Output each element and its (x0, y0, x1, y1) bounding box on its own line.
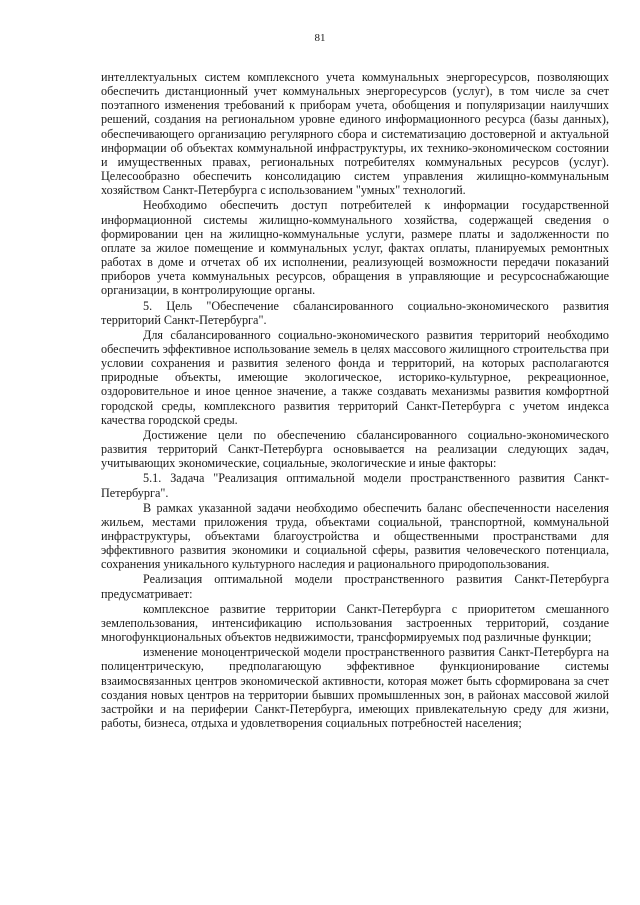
paragraph-goal-tasks-intro: Достижение цели по обеспечению сбалансированного социально-экономического развития территорий Санкт-Петербурга основывается на реализации следующих задач, учитывающих экономические, социальные, экологические и иные факторы: (101, 427, 609, 471)
paragraph-balanced-development: Для сбалансированного социально-экономического развития территорий необходимо обеспечить эффективное использование земель в целях массового жилищного строительства при условии сохранения и развития зеленого фонда и территорий, на которых располагаются природные объекты, имеющие экологическое, историко-культурное, рекреационное, оздоровительное и иное ценное значение, а также создавать механизмы развития комфортной городской среды, комплексного развития территорий Санкт-Петербурга с учетом индекса качества городской среды. (101, 327, 609, 427)
paragraph-model-provides: Реализация оптимальной модели пространственного развития Санкт-Петербурга предусматривает: (101, 572, 609, 601)
document-body (101, 70, 609, 731)
heading-task-5-1: 5.1. Задача "Реализация оптимальной модели пространственного развития Санкт-Петербурга". (101, 471, 609, 500)
heading-goal-5: 5. Цель "Обеспечение сбалансированного социально-экономического развития территорий Санкт-Петербурга". (101, 298, 609, 327)
paragraph-smart-metering: интеллектуальных систем комплексного учета коммунальных энергоресурсов, позволяющих обеспечить дистанционный учет коммунальных энергоресурсов (услуг), в том числе за счет поэтапного изменения требований к приборам учета, обобщения и популяризации наилучших решений, создания на региональном уровне единого информационного ресурса (базы данных), обеспечивающего организацию регулярного сбора и систематизацию достоверной и актуальной информации об объектах коммунальной инфраструктуры, их технико-экономическом состоянии и имущественных правах, региональных потребителях коммунальных ресурсов (услуг). Целесообразно обеспечить консолидацию систем управления жилищно-коммунальным хозяйством Санкт-Петербурга с использованием "умных" технологий. (101, 70, 609, 198)
page-number: 81 (314, 32, 326, 44)
paragraph-task-balance: В рамках указанной задачи необходимо обеспечить баланс обеспеченности населения жильем, местами приложения труда, объектами социальной, транспортной, коммунальной инфраструктуры, объектами благоустройства и общественными пространствами для эффективного развития экономики и социальной сферы, развития человеческого потенциала, сохранения уникального культурного наследия и рационального природопользования. (101, 500, 609, 572)
list-item-integrated-development: комплексное развитие территории Санкт-Петербурга с приоритетом смешанного землепользования, интенсификацию использования застроенных территорий, создание многофункциональных объектов недвижимости, трансформируемых под различные функции; (101, 601, 609, 645)
paragraph-consumer-access: Необходимо обеспечить доступ потребителей к информации государственной информационной системы жилищно-коммунального хозяйства, содержащей сведения о формировании цен на жилищно-коммунальные услуги, размере платы и задолженности по оплате за жилое помещение и коммунальных услуг, фактах оплаты, планируемых ремонтных работах в доме и отчетах об их исполнении, реализующей возможности передачи показаний приборов учета коммунальных ресурсов, обращения в управляющие и ресурсоснабжающие организации, в контролирующие органы. (101, 198, 609, 298)
list-item-polycentric-model: изменение моноцентрической модели пространственного развития Санкт-Петербурга на полицентрическую, предполагающую эффективное функционирование системы взаимосвязанных центров экономической активности, которая может быть сформирована за счет создания новых центров на территории бывших промышленных зон, в районах массовой жилой застройки и на периферии Санкт-Петербурга, имеющих привлекательную среду для жизни, работы, бизнеса, отдыха и удовлетворения социальных потребностей населения; (101, 645, 609, 731)
